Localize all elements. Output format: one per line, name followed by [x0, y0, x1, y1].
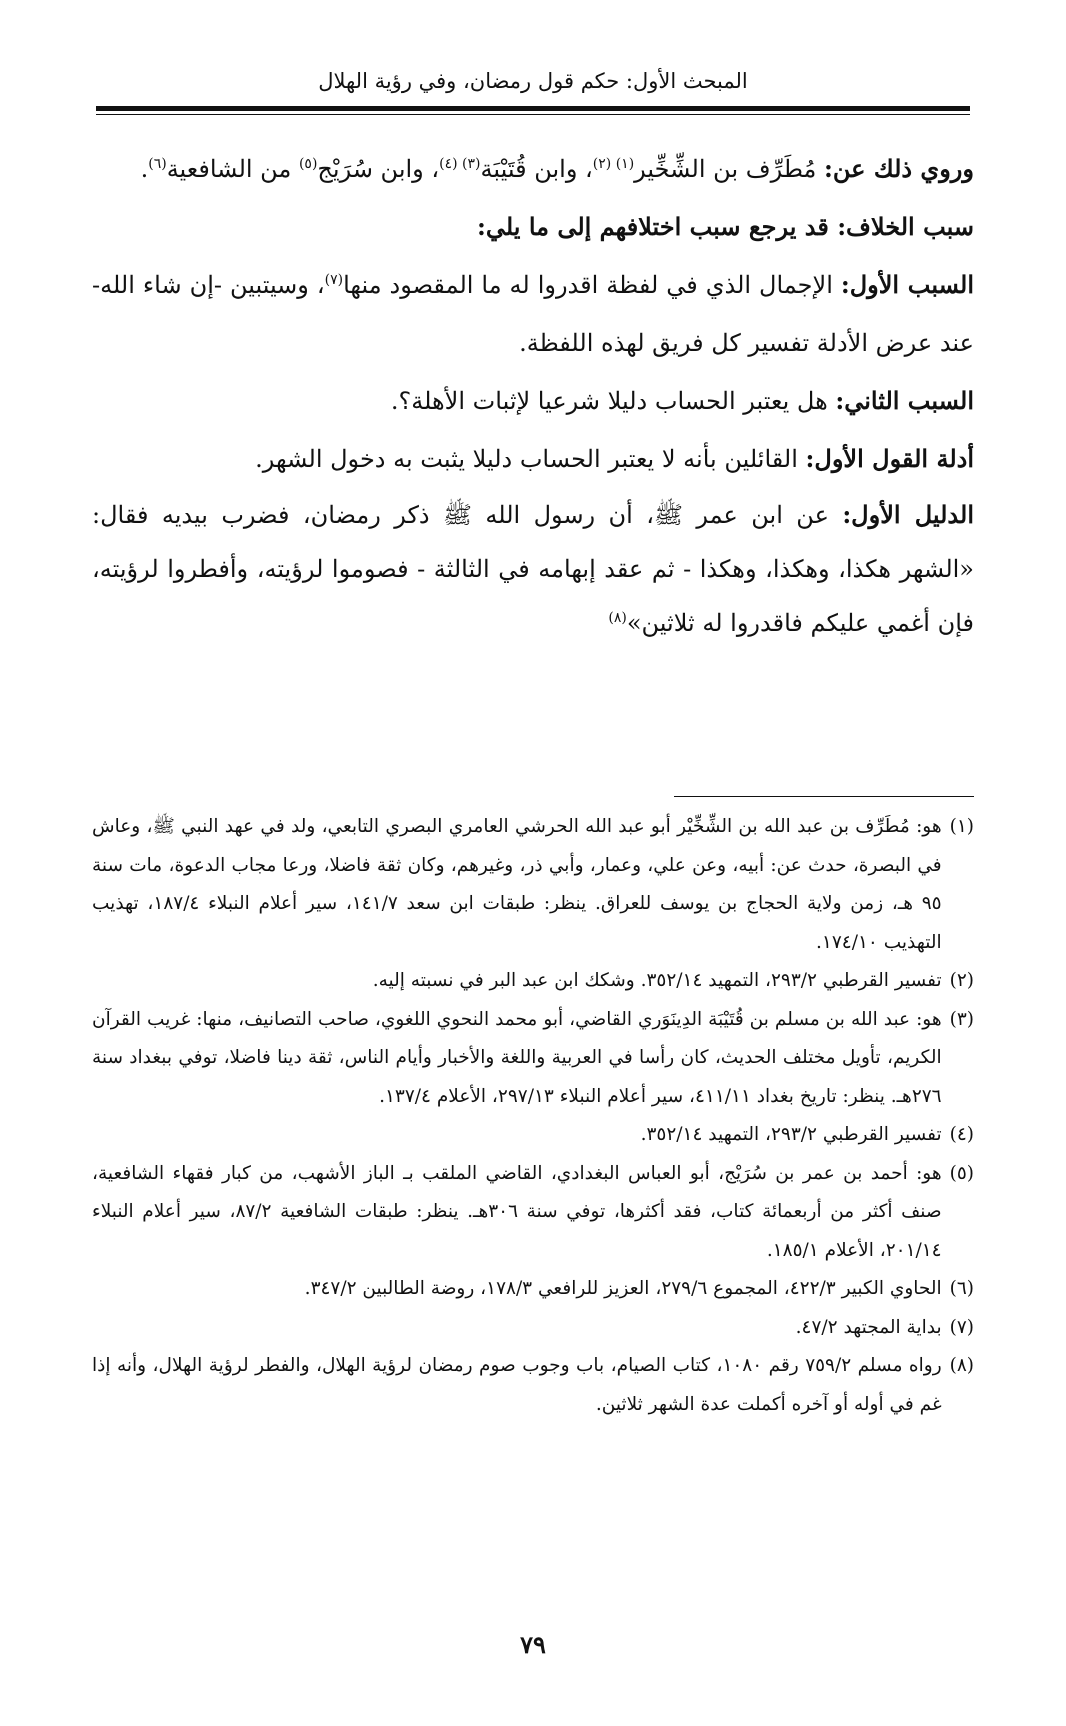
page-number: ٧٩: [520, 1630, 546, 1659]
footnote: [92, 1270, 974, 1309]
footnote-text: بداية المجتهد ٤٧/٢.: [795, 1316, 942, 1338]
footnote-ref: (٦): [148, 156, 167, 172]
paragraph-second-cause: [92, 372, 974, 430]
paragraph-text: الإجمال الذي في لفظة اقدروا له ما المقصود منها: [343, 271, 841, 299]
running-header: المبحث الأول: حكم قول رمضان، وفي رؤية الهلال: [318, 69, 748, 93]
paragraph-cause-heading: [92, 198, 974, 256]
paragraph-text: ، وابن قُتَيْبَة: [480, 155, 593, 183]
paragraph-text: القائلين بأنه لا يعتبر الحساب دليلا يثبت به دخول الشهر.: [255, 445, 806, 473]
footnote-number: (٤): [949, 1124, 974, 1145]
header-rule-thick: [96, 106, 970, 111]
paragraph-label: أدلة القول الأول:: [805, 444, 974, 473]
footnote-separator: [674, 796, 974, 797]
paragraph-text: مُطَرِّف بن الشِّخِّير: [634, 155, 825, 183]
footnote: [92, 1001, 974, 1117]
footnote-number: (٧): [949, 1316, 974, 1338]
footnote-number: (٣): [949, 1008, 974, 1030]
main-text: [92, 140, 974, 650]
paragraph-text: ، وسيتبين -إن شاء الله- عند عرض الأدلة تفسير كل فريق لهذه اللفظة.: [92, 271, 974, 357]
footnote-ref: (٨): [608, 610, 627, 626]
paragraph-first-cause: [92, 256, 974, 372]
footnote-text: الحاوي الكبير ٤٢٢/٣، المجموع ٢٧٩/٦، العزيز للرافعي ١٧٨/٣، روضة الطالبين ٣٤٧/٢.: [304, 1278, 942, 1299]
footnote-number: (٦): [949, 1278, 974, 1299]
paragraph-label: الدليل الأول:: [842, 500, 975, 529]
paragraph-narrators: [92, 140, 974, 198]
paragraph-label: السبب الأول:: [840, 270, 975, 299]
footnote-text: هو: عبد الله بن مسلم بن قُتَيْبَة الدِينَوَري القاضي، أبو محمد النحوي اللغوي، صاحب التصانيف، منها: غريب القرآن الكريم، تأويل مختلف الحديث، كان رأسا في العربية واللغة والأخبار وأيام الناس، ثقة دينا فاضلا، توفي ببغداد سنة ٢٧٦هـ. ينظر: تاريخ بغداد ٤١١/١١، سير أعلام النبلاء ٢٩٧/١٣، الأعلام ١٣٧/٤.: [92, 1008, 942, 1107]
footnote-text: هو: أحمد بن عمر بن سُرَيْج، أبو العباس البغدادي، القاضي الملقب بـ الباز الأشهب، من كبار فقهاء الشافعية، صنف أكثر من أربعمائة كتاب، فقد أكثرها، توفي سنة ٣٠٦هـ. ينظر: طبقات الشافعية ٨٧/٢، سير أعلام النبلاء ٢٠١/١٤، الأعلام ١٨٥/١.: [92, 1162, 942, 1261]
footnote: [92, 808, 974, 962]
paragraph-text: من الشافعية: [166, 155, 299, 183]
paragraph-evidence-heading: [92, 430, 974, 488]
footnote-text: هو: مُطَرِّف بن عبد الله بن الشِّخِّيْر أبو عبد الله الحرشي العامري البصري التابعي، ولد في عهد النبي ﷺ، وعاش في البصرة، حدث عن: أبيه، وعن علي، وعمار، وأبي ذر، وغيرهم، وكان ثقة فاضلا، ورعا مجاب الدعوة، مات سنة ٩٥ هـ، زمن ولاية الحجاج بن يوسف للعراق. ينظر: طبقات ابن سعد ١٤١/٧، سير أعلام النبلاء ١٨٧/٤، تهذيب التهذيب ١٧٤/١٠.: [92, 816, 942, 953]
footnote-number: (٨): [949, 1355, 974, 1376]
footnote-ref: (٥): [298, 156, 318, 172]
footnote-text: رواه مسلم ٧٥٩/٢ رقم ١٠٨٠، كتاب الصيام، باب وجوب صوم رمضان لرؤية الهلال، والفطر لرؤية الهلال، وأنه إذا غم في أوله أو آخره أكملت عدة الشهر ثلاثين.: [92, 1355, 942, 1415]
footnote-number: (٥): [949, 1162, 974, 1184]
paragraph-label: وروي ذلك عن:: [824, 154, 974, 183]
footnote: [92, 1309, 974, 1348]
paragraph-text: ، وابن سُرَيْج: [317, 155, 440, 183]
paragraph-text: عن ابن عمر ﷺ، أن رسول الله ﷺ ذكر رمضان، فضرب بيديه فقال: «الشهر هكذا، وهكذا، وهكذا - ثم عقد إبهامه في الثالثة - فصوموا لرؤيته، وأفطروا لرؤيته، فإن أغمي عليكم فاقدروا له ثلاثين»: [92, 501, 974, 637]
footnote: [92, 1155, 974, 1271]
section-heading: سبب الخلاف: قد يرجع سبب اختلافهم إلى ما يلي:: [476, 212, 974, 241]
paragraph-text: هل يعتبر الحساب دليلا شرعيا لإثبات الأهلة؟.: [390, 387, 836, 415]
footnote: [92, 1116, 974, 1155]
footnotes: [92, 808, 974, 1424]
paragraph-label: السبب الثاني:: [835, 386, 974, 415]
footnote-text: تفسير القرطبي ٢٩٣/٢، التمهيد ٣٥٢/١٤. وشكك ابن عبد البر في نسبته إليه.: [372, 970, 942, 991]
header-rule-thin: [96, 114, 970, 115]
footnote: [92, 1347, 974, 1424]
footnote-ref: (٣) (٤): [439, 156, 481, 172]
footnote-ref: (١) (٢): [592, 156, 635, 172]
footnote-number: (١): [949, 816, 974, 837]
footnote: [92, 962, 974, 1001]
paragraph-text: .: [140, 155, 149, 183]
paragraph-first-evidence: [92, 488, 974, 650]
footnote-ref: (٧): [324, 272, 344, 288]
footnote-text: تفسير القرطبي ٢٩٣/٢، التمهيد ٣٥٢/١٤.: [640, 1124, 942, 1145]
footnote-number: (٢): [949, 970, 974, 991]
